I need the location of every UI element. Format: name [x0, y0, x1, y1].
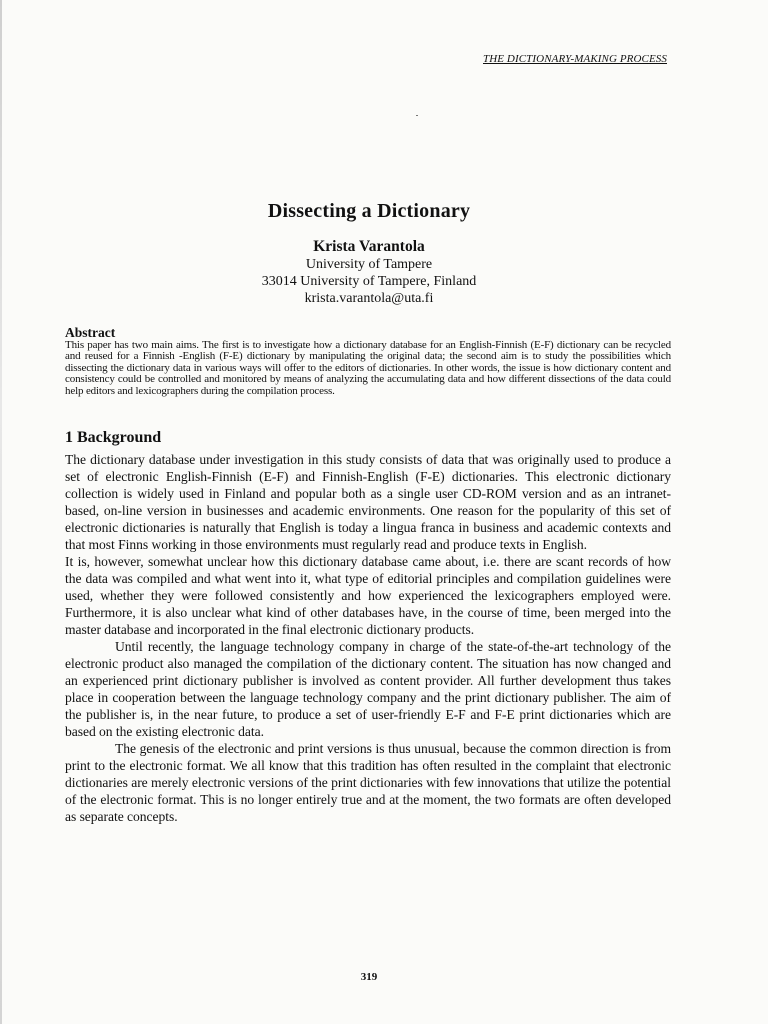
author-email: krista.varantola@uta.fi	[304, 291, 434, 306]
abstract-heading: Abstract	[65, 325, 116, 340]
running-header: THE DICTIONARY-MAKING PROCESS	[483, 53, 667, 65]
author-name: Krista Varantola	[313, 238, 425, 255]
paper-title: Dissecting a Dictionary	[267, 200, 471, 222]
affiliation-line-1: University of Tampere	[305, 257, 433, 272]
body-paragraph: The genesis of the electronic and print versions is thus unusual, because the common direction is from print to the electronic format. We all know that this tradition has often resulted in the complaint that electronic dictionaries are merely electronic versions of the print dictionaries with few innovations that utilize the potential of the electronic format. This is no longer entirely true and at the moment, the two formats are often developed as separate concepts.	[65, 741, 671, 824]
title-block	[0, 200, 738, 307]
abstract	[65, 325, 671, 397]
section-background	[65, 428, 671, 825]
scan-speck	[416, 115, 418, 116]
body-paragraph: Until recently, the language technology company in charge of the state-of-the-art technology of the electronic product also managed the compilation of the dictionary content. The situation has now changed and an experienced print dictionary publisher is involved as content provider. All further development thus takes place in cooperation between the language technology company and the print dictionary publisher. The aim of the publisher is, in the near future, to produce a set of user-friendly E-F and F-E print dictionaries which are based on the existing electronic data.	[65, 639, 671, 739]
section-heading: 1 Background	[65, 429, 162, 446]
body-paragraph: It is, however, somewhat unclear how this dictionary database came about, i.e. there are scant records of how the data was compiled and what went into it, what type of editorial principles and compilation guidelines were used, whether they were followed consistently and how experienced the lexicographers employed were. Furthermore, it is also unclear what kind of other databases have, in the course of time, been merged into the master database and incorporated in the final electronic dictionary products.	[65, 554, 671, 637]
page-number: 319	[360, 971, 378, 983]
affiliation-line-2: 33014 University of Tampere, Finland	[261, 274, 477, 289]
section-body	[65, 451, 671, 825]
body-paragraph: The dictionary database under investigation in this study consists of data that was originally used to produce a set of electronic English-Finnish (E-F) and Finnish-English (F-E) dictionaries. This electronic dictionary collection is widely used in Finland and popular both as a single user CD-ROM version and as an intranet-based, on-line version in businesses and academic environments. One reason for the popularity of this set of electronic dictionaries is naturally that English is today a lingua franca in business and academic contexts and that most Finns working in those environments must regularly read and produce texts in English.	[65, 452, 671, 552]
scan-edge	[0, 0, 2, 1024]
abstract-text: This paper has two main aims. The first is to investigate how a dictionary database for an English-Finnish (E-F) dictionary can be recycled and reused for a Finnish -English (F-E) dictionary by manipulating the original data; the second aim is to study the possibilities which dissecting the dictionary data in various ways will offer to the editors of dictionaries. In other words, the issue is how dictionary content and consistency could be controlled and monitored by means of analyzing the accumulating data and how different dissections of the data could help editors and lexicographers during the compilation process.	[65, 339, 671, 397]
